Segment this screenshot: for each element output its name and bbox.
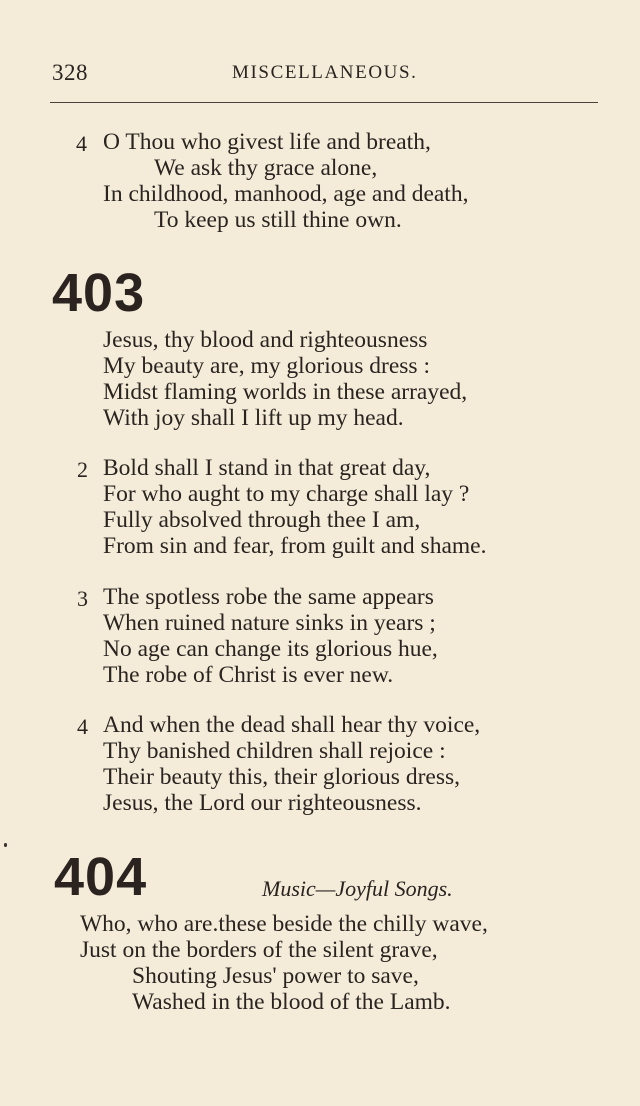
header-rule: [50, 102, 598, 103]
verse-line: To keep us still thine own.: [154, 207, 402, 233]
verse-number: 4: [76, 131, 87, 156]
verse-line: With joy shall I lift up my head.: [103, 405, 404, 431]
verse-line: And when the dead shall hear thy voice,: [103, 712, 481, 738]
verse-line: In childhood, manhood, age and death,: [103, 181, 469, 207]
verse-line: No age can change its glorious hue,: [103, 636, 438, 662]
verse-number: 2: [77, 457, 88, 482]
verse-line: Jesus, the Lord our righteousness.: [103, 790, 422, 816]
running-head: MISCELLANEOUS.: [232, 62, 418, 83]
verse-line: Jesus, thy blood and righteousness: [103, 327, 428, 353]
verse-line: When ruined nature sinks in years ;: [103, 610, 436, 636]
print-speck: [4, 843, 7, 847]
music-credit: Music—Joyful Songs.: [262, 876, 453, 901]
verse-number: 4: [77, 714, 88, 739]
verse-line: From sin and fear, from guilt and shame.: [103, 533, 487, 559]
verse-line: Thy banished children shall rejoice :: [103, 738, 446, 764]
verse-line: For who aught to my charge shall lay ?: [103, 481, 470, 507]
verse-line: Shouting Jesus' power to save,: [132, 963, 419, 989]
verse-line: Who, who are.these beside the chilly wave,: [80, 911, 488, 937]
hymn-number: 404: [54, 847, 148, 907]
verse-line: Bold shall I stand in that great day,: [103, 455, 431, 481]
hymn-number: 403: [52, 263, 146, 323]
verse-line: Washed in the blood of the Lamb.: [132, 989, 451, 1015]
verse-line: The robe of Christ is ever new.: [103, 662, 394, 688]
verse-number: 3: [77, 586, 88, 611]
verse-line: Midst flaming worlds in these arrayed,: [103, 379, 468, 405]
page-number: 328: [52, 60, 88, 85]
verse-line: Fully absolved through thee I am,: [103, 507, 421, 533]
verse-line: The spotless robe the same appears: [103, 584, 434, 610]
verse-line: We ask thy grace alone,: [154, 155, 378, 181]
verse-line: O Thou who givest life and breath,: [103, 129, 431, 155]
verse-line: Just on the borders of the silent grave,: [80, 937, 438, 963]
verse-line: Their beauty this, their glorious dress,: [103, 764, 460, 790]
page-header: [0, 0, 640, 110]
verse-line: My beauty are, my glorious dress :: [103, 353, 430, 379]
